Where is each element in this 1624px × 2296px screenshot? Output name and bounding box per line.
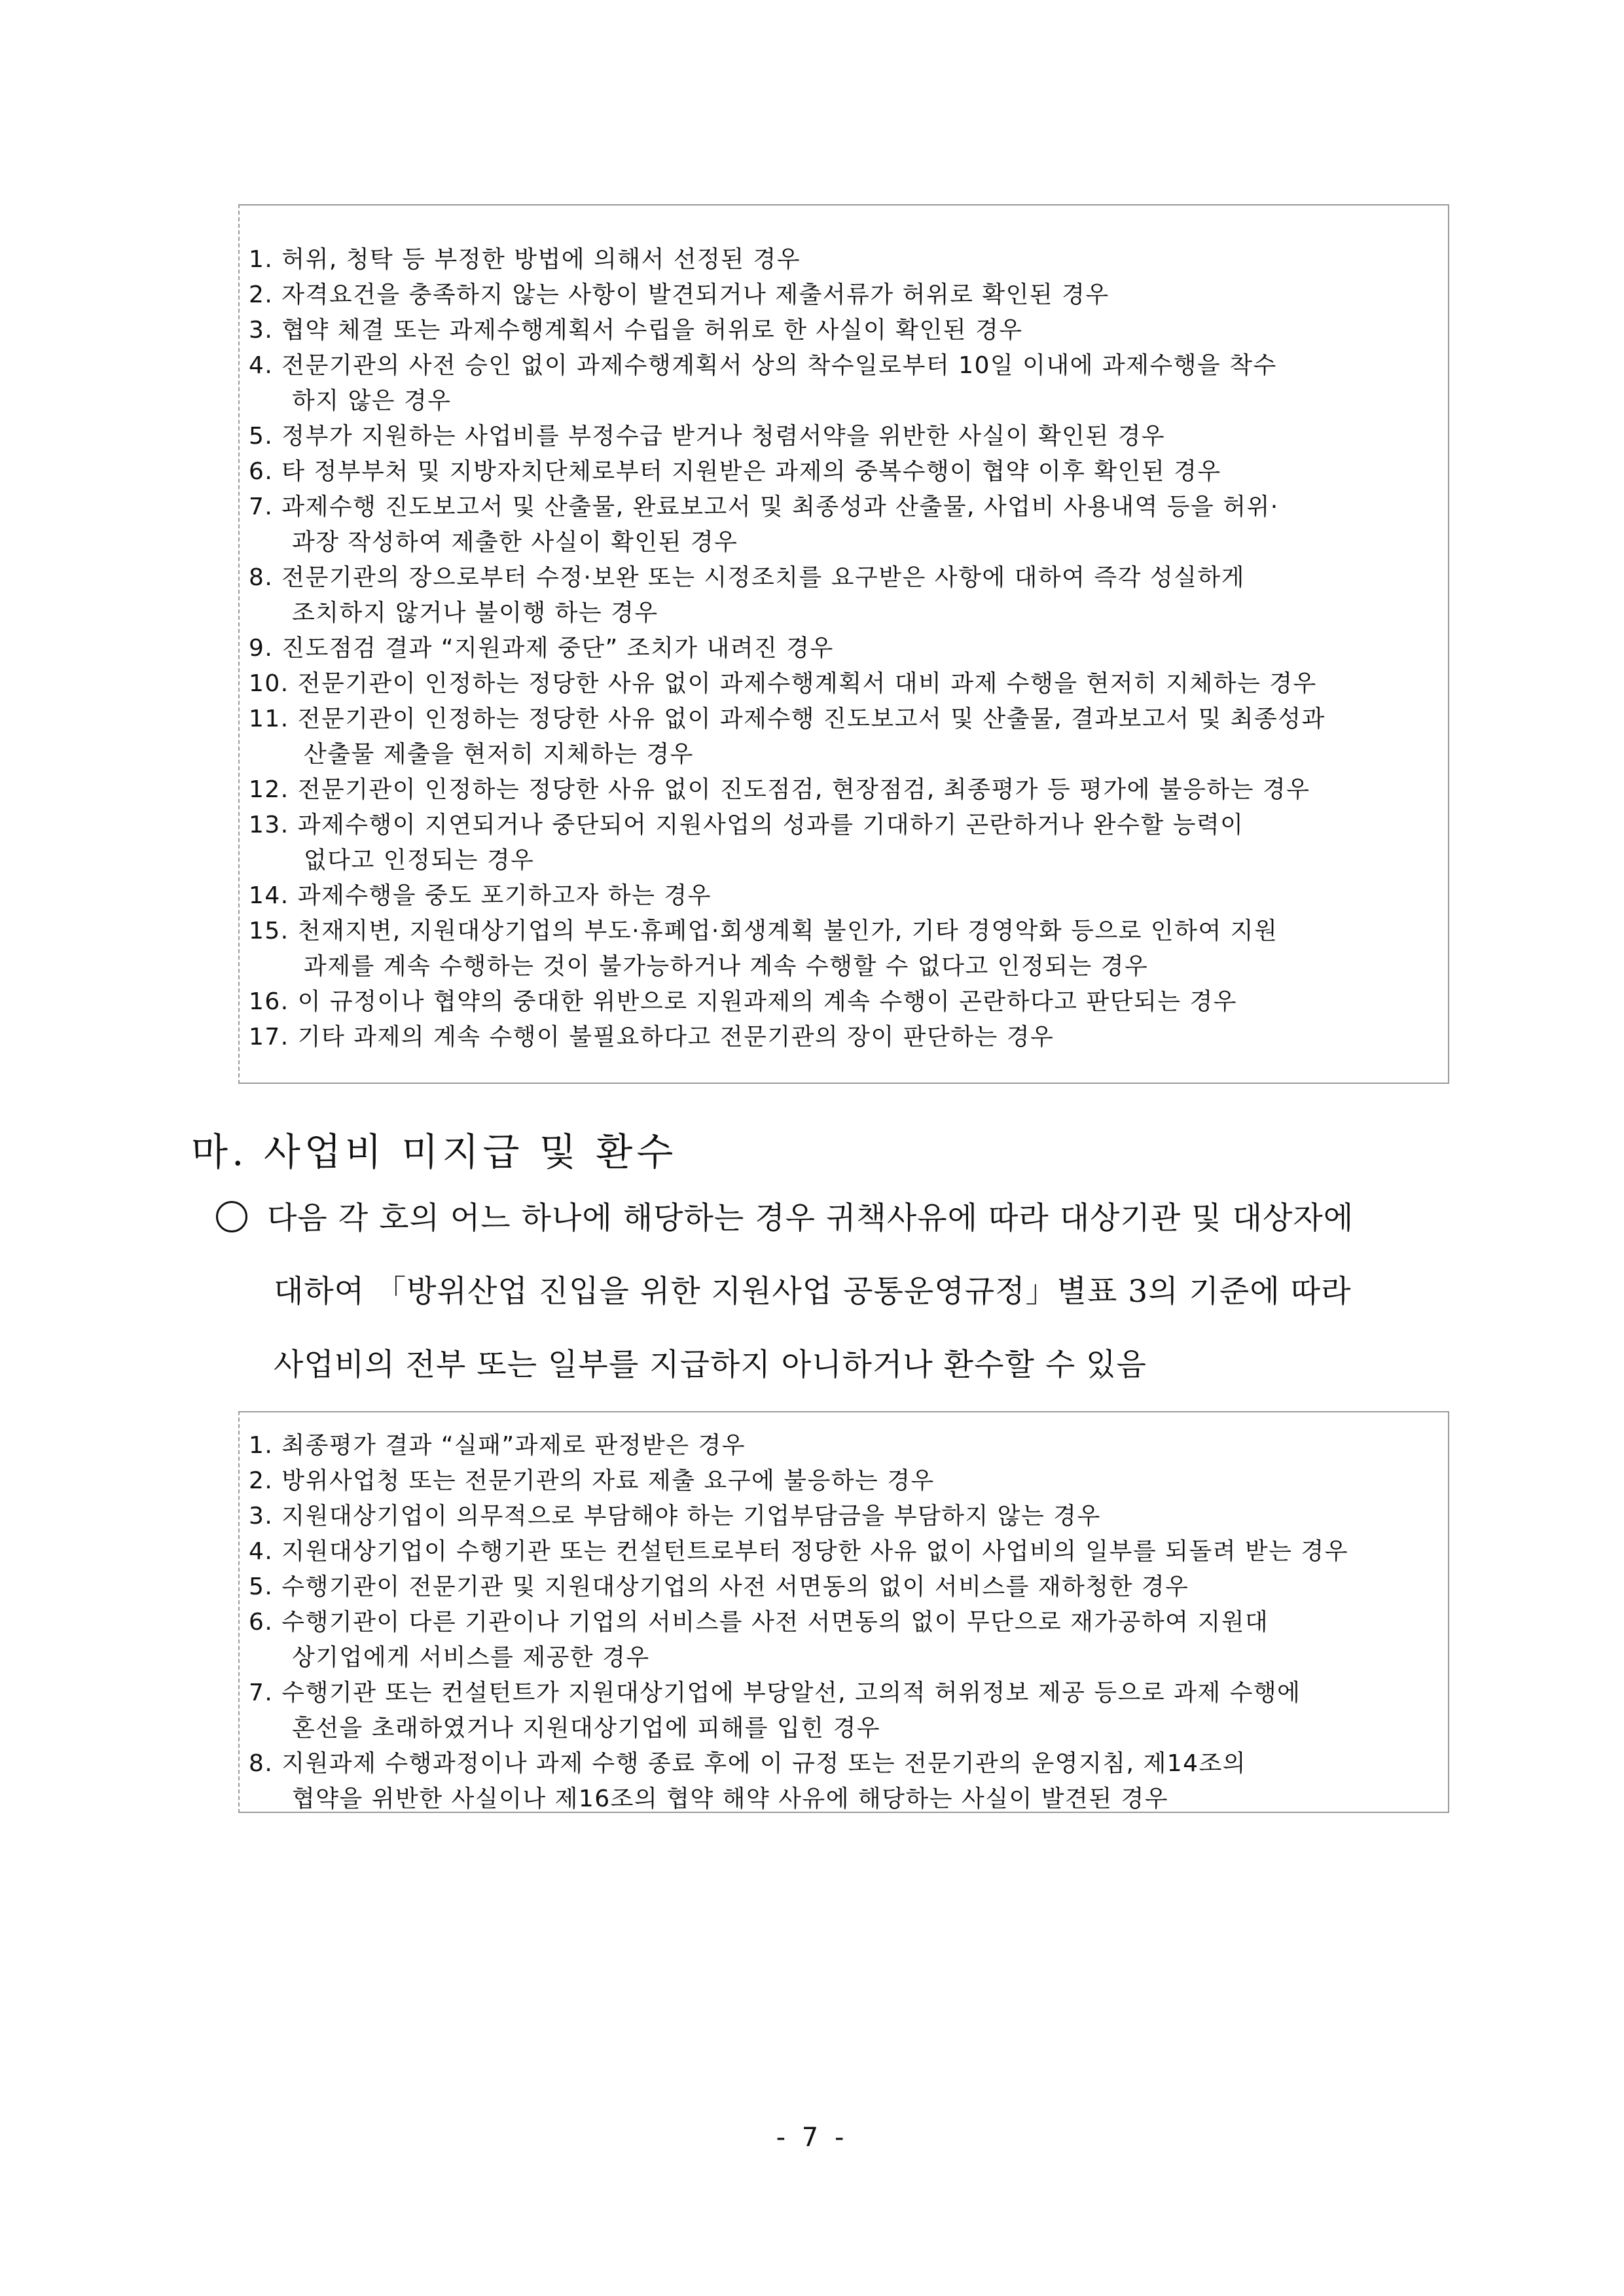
bullet-paragraph <box>216 1193 1453 1412</box>
list-item: 17. 기타 과제의 계속 수행이 불필요하다고 전문기관의 장이 판단하는 경우 <box>249 1024 1055 1050</box>
list-item: 8. 전문기관의 장으로부터 수정·보완 또는 시정조치를 요구받은 사항에 대하여 즉각 성실하게 조치하지 않거나 불이행 하는 경우 <box>249 564 1245 626</box>
paragraph-line: 다음 각 호의 어느 하나에 해당하는 경우 귀책사유에 따라 대상기관 및 대상자에 <box>216 1193 1453 1266</box>
list-item: 2. 자격요건을 충족하지 않는 사항이 발견되거나 제출서류가 허위로 확인된 경우 <box>249 281 1110 308</box>
list-item: 4. 지원대상기업이 수행기관 또는 컨설턴트로부터 정당한 사유 없이 사업비의 일부를 되돌려 받는 경우 <box>249 1538 1348 1565</box>
paragraph-line: 대하여 「방위산업 진입을 위한 지원사업 공통운영규정」별표 3의 기준에 따라 <box>274 1274 1352 1310</box>
list-item: 1. 최종평가 결과 “실패”과제로 판정받은 경우 <box>249 1432 746 1459</box>
list-item: 3. 지원대상기업이 의무적으로 부담해야 하는 기업부담금을 부담하지 않는 경우 <box>249 1503 1101 1530</box>
list-item: 5. 정부가 지원하는 사업비를 부정수급 받거나 청렴서약을 위반한 사실이 확인된 경우 <box>249 423 1166 450</box>
list-item: 7. 과제수행 진도보고서 및 산출물, 완료보고서 및 최종성과 산출물, 사업비 사용내역 등을 허위· 과장 작성하여 제출한 사실이 확인된 경우 <box>249 493 1279 556</box>
list-item: 13. 과제수행이 지연되거나 중단되어 지원사업의 성과를 기대하기 곤란하거나 완수할 능력이 없다고 인정되는 경우 <box>249 812 1244 874</box>
suspension-criteria-box <box>238 204 1449 1084</box>
list-item: 16. 이 규정이나 협약의 중대한 위반으로 지원과제의 계속 수행이 곤란하다고 판단되는 경우 <box>249 988 1238 1015</box>
list-item: 2. 방위사업청 또는 전문기관의 자료 제출 요구에 불응하는 경우 <box>249 1467 935 1494</box>
list-item: 8. 지원과제 수행과정이나 과제 수행 종료 후에 이 규정 또는 전문기관의 운영지침, 제14조의 협약을 위반한 사실이나 제16조의 협약 해약 사유에 해당하는 사실이 발견된 경우 <box>249 1750 1247 1812</box>
list-item: 1. 허위, 청탁 등 부정한 방법에 의해서 선정된 경우 <box>249 246 801 273</box>
list-item: 14. 과제수행을 중도 포기하고자 하는 경우 <box>249 882 712 909</box>
list-item: 12. 전문기관이 인정하는 정당한 사유 없이 진도점검, 현장점검, 최종평가 등 평가에 불응하는 경우 <box>249 776 1310 803</box>
section-heading: 마. 사업비 미지급 및 환수 <box>191 1130 677 1174</box>
list-item: 7. 수행기관 또는 컨설턴트가 지원대상기업에 부당알선, 고의적 허위정보 제공 등으로 과제 수행에 혼선을 초래하였거나 지원대상기업에 피해를 입힌 경우 <box>249 1679 1301 1742</box>
paragraph-line: 사업비의 전부 또는 일부를 지급하지 아니하거나 환수할 수 있음 <box>274 1347 1147 1383</box>
list-item: 15. 천재지변, 지원대상기업의 부도·휴폐업·회생계획 불인가, 기타 경영악화 등으로 인하여 지원 과제를 계속 수행하는 것이 불가능하거나 계속 수행할 수 없다고 인정되는 경우 <box>249 918 1278 980</box>
list-item: 3. 협약 체결 또는 과제수행계획서 수립을 허위로 한 사실이 확인된 경우 <box>249 317 1023 344</box>
list-item: 6. 수행기관이 다른 기관이나 기업의 서비스를 사전 서면동의 없이 무단으로 재가공하여 지원대 상기업에게 서비스를 제공한 경우 <box>249 1609 1269 1671</box>
circle-bullet-icon <box>216 1201 247 1232</box>
list-item: 6. 타 정부부처 및 지방자치단체로부터 지원받은 과제의 중복수행이 협약 이후 확인된 경우 <box>249 458 1221 485</box>
list-item: 11. 전문기관이 인정하는 정당한 사유 없이 과제수행 진도보고서 및 산출물, 결과보고서 및 최종성과 산출물 제출을 현저히 지체하는 경우 <box>249 706 1326 768</box>
recovery-criteria-box <box>238 1411 1449 1813</box>
list-item: 10. 전문기관이 인정하는 정당한 사유 없이 과제수행계획서 대비 과제 수행을 현저히 지체하는 경우 <box>249 670 1317 697</box>
list-item: 5. 수행기관이 전문기관 및 지원대상기업의 사전 서면동의 없이 서비스를 재하청한 경우 <box>249 1573 1189 1600</box>
page-number: - 7 - <box>776 2123 848 2153</box>
list-item: 4. 전문기관의 사전 승인 없이 과제수행계획서 상의 착수일로부터 10일 이내에 과제수행을 착수 하지 않은 경우 <box>249 352 1277 414</box>
list-item: 9. 진도점검 결과 “지원과제 중단” 조치가 내려진 경우 <box>249 635 834 662</box>
